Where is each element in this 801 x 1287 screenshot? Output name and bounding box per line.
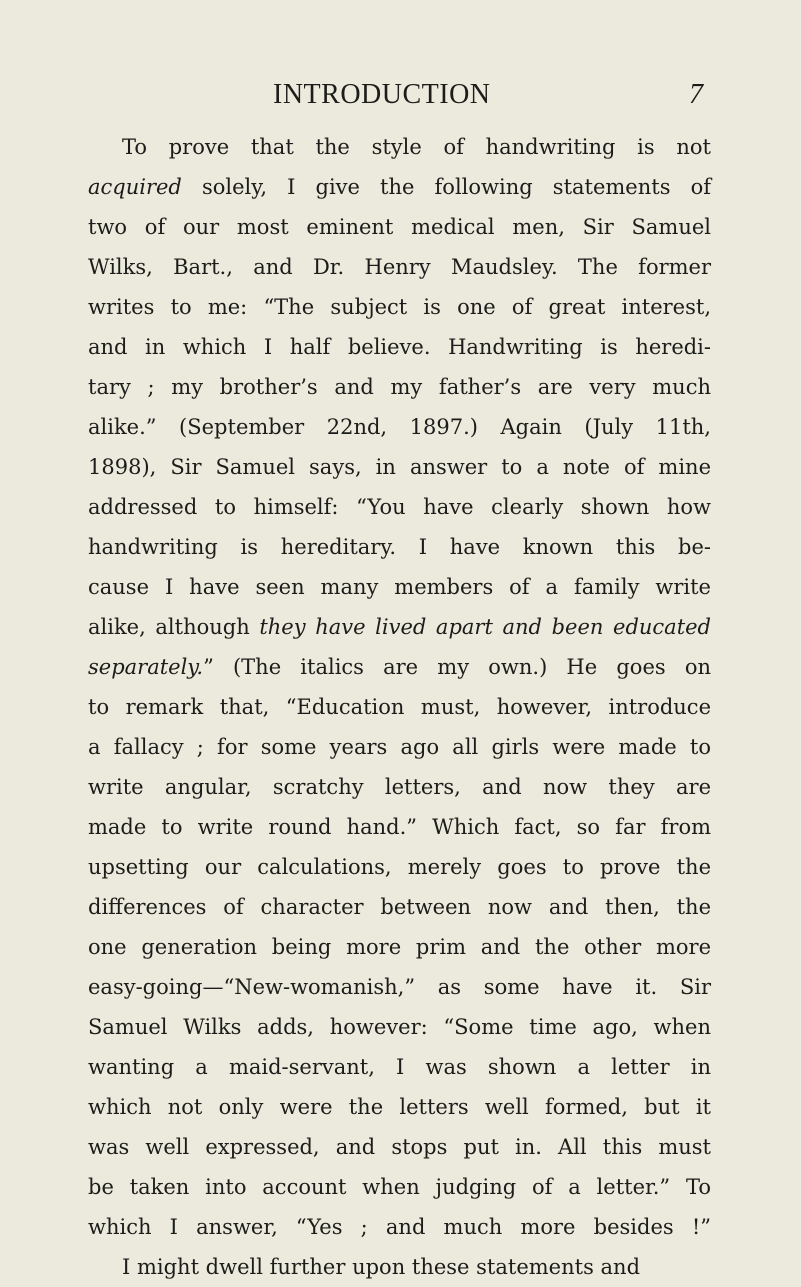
running-title: INTRODUCTION (273, 79, 491, 110)
running-head (0, 78, 801, 112)
text-line: handwriting is hereditary. I have known this be- (88, 535, 711, 559)
italic-emphasis: separately. (88, 655, 204, 679)
text-line: Wilks, Bart., and Dr. Henry Maudsley. The former (88, 255, 711, 279)
text-line: Samuel Wilks adds, however: “Some time ago, when (88, 1015, 711, 1039)
text-line: writes to me: “The subject is one of great interest, (88, 295, 711, 319)
text-line: separately.” (The italics are my own.) He goes on (88, 655, 711, 679)
italic-emphasis: they have lived apart and been educated (259, 615, 712, 639)
text-line: I might dwell further upon these statements and (122, 1255, 641, 1279)
text-line: write angular, scratchy letters, and now they are (88, 775, 711, 799)
italic-emphasis: acquired (88, 175, 182, 199)
text-line: 1898), Sir Samuel says, in answer to a note of mine (88, 455, 711, 479)
text-line: two of our most eminent medical men, Sir Samuel (88, 215, 711, 239)
text-line: wanting a maid-servant, I was shown a letter in (88, 1055, 711, 1079)
text-line: addressed to himself: “You have clearly shown how (88, 495, 711, 519)
text-line: a fallacy ; for some years ago all girls were made to (88, 735, 711, 759)
text-line: be taken into account when judging of a letter.” To (88, 1175, 711, 1199)
text-line: to remark that, “Education must, however, introduce (88, 695, 711, 719)
text-line: cause I have seen many members of a family write (88, 575, 711, 599)
text-line: To prove that the style of handwriting is not (122, 135, 711, 159)
text-line: differences of character between now and then, the (88, 895, 711, 919)
text-line: which not only were the letters well formed, but it (88, 1095, 711, 1119)
text-line: acquired solely, I give the following statements of (88, 175, 711, 199)
text-line: and in which I half believe. Handwriting is heredi- (88, 335, 711, 359)
text-line: upsetting our calculations, merely goes to prove the (88, 855, 711, 879)
text-line: one generation being more prim and the other more (88, 935, 711, 959)
text-line: alike, although they have lived apart and been educated (88, 615, 712, 639)
text-line: alike.” (September 22nd, 1897.) Again (July 11th, (88, 415, 711, 439)
text-line: was well expressed, and stops put in. All this must (88, 1135, 711, 1159)
text-line: which I answer, “Yes ; and much more besides !” (88, 1215, 711, 1239)
text-line: tary ; my brother’s and my father’s are very much (88, 375, 711, 399)
page-number: 7 (689, 79, 703, 110)
text-line: easy-going—“New-womanish,” as some have it. Sir (88, 975, 711, 999)
text-line: made to write round hand.” Which fact, so far from (88, 815, 711, 839)
